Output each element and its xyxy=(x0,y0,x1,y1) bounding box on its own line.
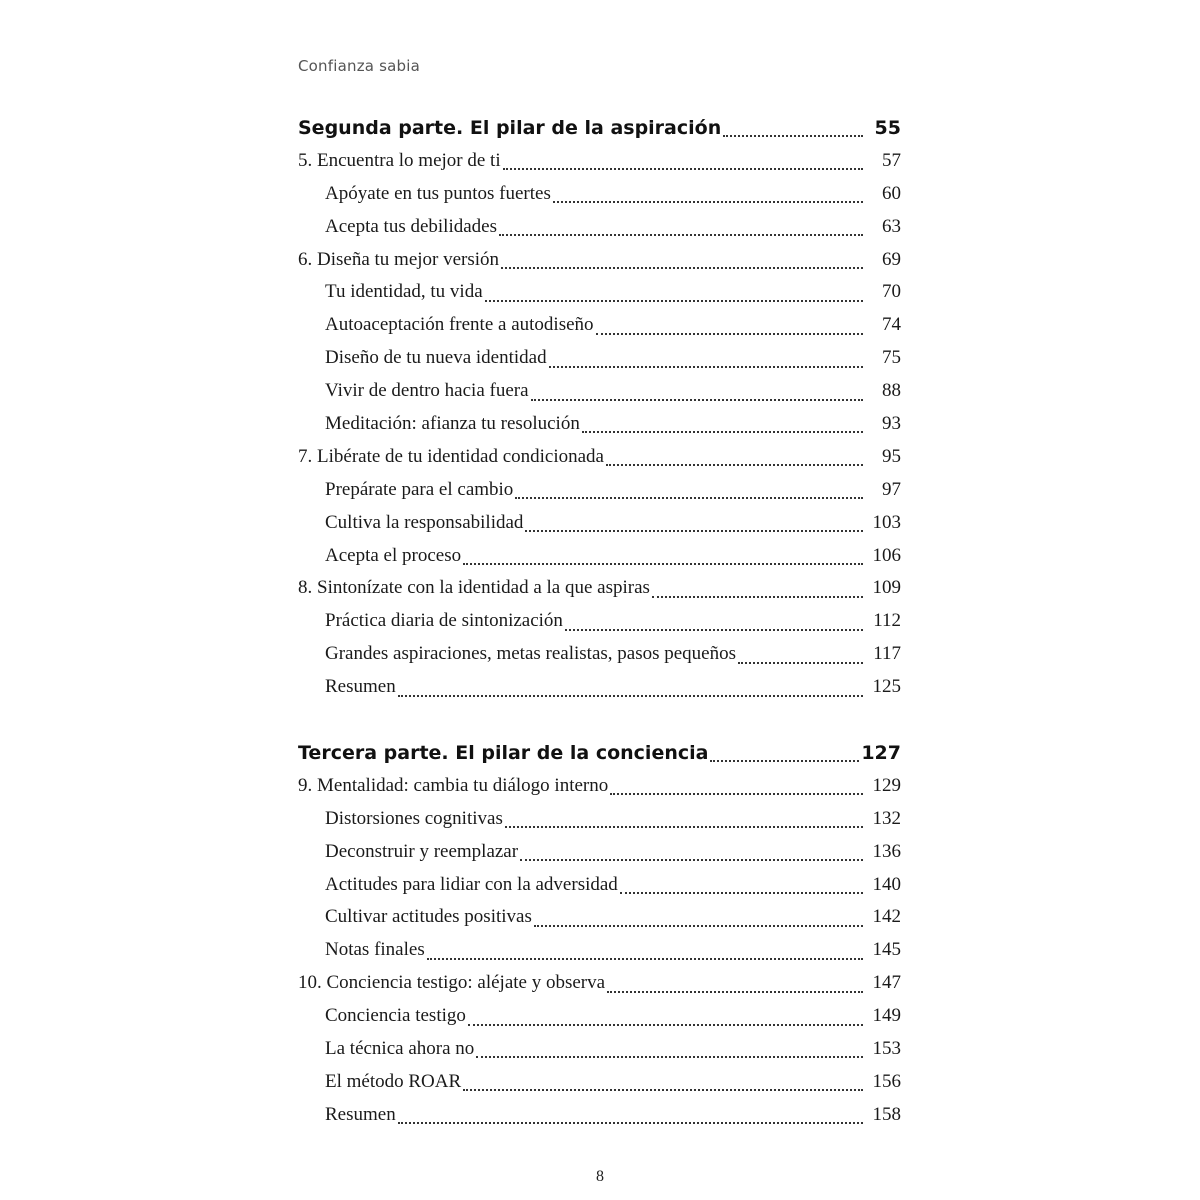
toc-entry-title: Acepta el proceso xyxy=(325,544,462,566)
dot-leader xyxy=(596,333,863,335)
dot-leader xyxy=(463,1089,863,1091)
toc-section-entry xyxy=(298,901,901,934)
toc-section-entry xyxy=(298,638,901,671)
toc-entry-page: 127 xyxy=(861,742,901,764)
dot-leader xyxy=(531,399,863,401)
toc-entry-title: 10. Conciencia testigo: aléjate y observa xyxy=(298,972,606,994)
toc-section-entry xyxy=(298,276,901,309)
dot-leader xyxy=(499,234,863,236)
toc-section-entry xyxy=(298,1099,901,1132)
dot-leader xyxy=(525,530,863,532)
dot-leader xyxy=(582,431,863,433)
toc-entry-title: Cultivar actitudes positivas xyxy=(325,906,532,928)
toc-entry-title: Actitudes para lidiar con la adversidad xyxy=(325,873,618,895)
toc-entry-title: La técnica ahora no xyxy=(325,1038,475,1060)
running-header: Confianza sabia xyxy=(298,57,421,75)
toc-entry-page: 55 xyxy=(874,117,901,139)
toc-entry-page: 95 xyxy=(882,445,901,467)
toc-entry-title: Cultiva la responsabilidad xyxy=(325,511,524,533)
dot-leader xyxy=(534,925,863,927)
dot-leader xyxy=(485,300,863,302)
toc-section-entry xyxy=(298,342,901,375)
toc-entry-title: Autoaceptación frente a autodiseño xyxy=(325,314,594,336)
toc-section-entry xyxy=(298,803,901,836)
toc-entry-title: Meditación: afianza tu resolución xyxy=(325,413,580,435)
toc-entry-title: Tercera parte. El pilar de la conciencia xyxy=(298,742,709,764)
toc-entry-page: 145 xyxy=(872,939,901,961)
toc-entry-title: Grandes aspiraciones, metas realistas, pasos pequeños xyxy=(325,643,737,665)
toc-entry-title: 6. Diseña tu mejor versión xyxy=(298,248,500,270)
dot-leader xyxy=(610,793,863,795)
toc-entry-page: 136 xyxy=(872,840,901,862)
toc-part-two xyxy=(298,112,901,704)
toc-entry-page: 153 xyxy=(872,1038,901,1060)
toc-entry-page: 140 xyxy=(872,873,901,895)
toc-entry-title: Diseño de tu nueva identidad xyxy=(325,347,547,369)
toc-entry-page: 109 xyxy=(872,577,901,599)
toc-entry-title: Prepárate para el cambio xyxy=(325,478,514,500)
toc-entry-title: 9. Mentalidad: cambia tu diálogo interno xyxy=(298,774,609,796)
toc-entry-page: 74 xyxy=(882,314,901,336)
toc-chapter-entry xyxy=(298,145,901,178)
toc-entry-page: 103 xyxy=(872,511,901,533)
toc-section-entry xyxy=(298,309,901,342)
toc-section-entry xyxy=(298,211,901,244)
toc-entry-page: 75 xyxy=(882,347,901,369)
toc-section-entry xyxy=(298,540,901,573)
toc-entry-page: 93 xyxy=(882,413,901,435)
toc-entry-title: 8. Sintonízate con la identidad a la que aspiras xyxy=(298,577,650,599)
page-number: 8 xyxy=(596,1168,604,1185)
toc-chapter-entry xyxy=(298,244,901,277)
toc-entry-page: 117 xyxy=(873,643,901,665)
dot-leader xyxy=(398,1122,863,1124)
toc-entry-page: 156 xyxy=(872,1070,901,1092)
toc-section-entry xyxy=(298,1033,901,1066)
toc-entry-title: Tu identidad, tu vida xyxy=(325,281,483,303)
toc-section-entry xyxy=(298,375,901,408)
dot-leader xyxy=(620,892,863,894)
toc-entry-title: Distorsiones cognitivas xyxy=(325,807,503,829)
toc-entry-page: 88 xyxy=(882,380,901,402)
toc-entry-page: 69 xyxy=(882,248,901,270)
dot-leader xyxy=(738,662,863,664)
toc-chapter-entry xyxy=(298,572,901,605)
toc-entry-page: 129 xyxy=(872,774,901,796)
toc-entry-page: 63 xyxy=(882,215,901,237)
dot-leader xyxy=(549,366,863,368)
toc-section-entry xyxy=(298,178,901,211)
toc-entry-title: Deconstruir y reemplazar xyxy=(325,840,519,862)
dot-leader xyxy=(398,695,863,697)
toc-entry-title: Acepta tus debilidades xyxy=(325,215,498,237)
toc-chapter-entry xyxy=(298,967,901,1000)
toc-entry-title: Práctica diaria de sintonización xyxy=(325,610,563,632)
toc-entry-page: 147 xyxy=(872,972,901,994)
toc-section-entry xyxy=(298,869,901,902)
dot-leader xyxy=(520,859,863,861)
toc-entry-title: 5. Encuentra lo mejor de ti xyxy=(298,149,501,171)
toc-entry-page: 158 xyxy=(872,1103,901,1125)
toc-entry-page: 149 xyxy=(872,1005,901,1027)
dot-leader xyxy=(723,135,863,137)
toc-entry-title: Resumen xyxy=(325,676,396,698)
dot-leader xyxy=(553,201,863,203)
toc-entry-page: 60 xyxy=(882,182,901,204)
toc-section-entry xyxy=(298,1000,901,1033)
toc-section-entry xyxy=(298,1066,901,1099)
toc-section-entry xyxy=(298,408,901,441)
toc-entry-page: 106 xyxy=(872,544,901,566)
toc-section-entry xyxy=(298,474,901,507)
toc-entry-page: 57 xyxy=(882,149,901,171)
toc-part-heading xyxy=(298,112,901,145)
toc-entry-page: 132 xyxy=(872,807,901,829)
toc-entry-title: Segunda parte. El pilar de la aspiración xyxy=(298,117,722,139)
toc-entry-title: 7. Libérate de tu identidad condicionada xyxy=(298,445,604,467)
toc-chapter-entry xyxy=(298,770,901,803)
toc-section-entry xyxy=(298,605,901,638)
dot-leader xyxy=(503,168,863,170)
toc-entry-title: Conciencia testigo xyxy=(325,1005,466,1027)
toc-section-entry xyxy=(298,507,901,540)
toc-entry-title: Notas finales xyxy=(325,939,425,961)
toc-part-three xyxy=(298,737,901,1132)
toc-entry-title: El método ROAR xyxy=(325,1070,462,1092)
toc-part-heading xyxy=(298,737,901,770)
dot-leader xyxy=(710,760,859,762)
dot-leader xyxy=(652,596,863,598)
dot-leader xyxy=(468,1024,863,1026)
dot-leader xyxy=(476,1056,863,1058)
dot-leader xyxy=(501,267,863,269)
dot-leader xyxy=(515,497,863,499)
toc-chapter-entry xyxy=(298,441,901,474)
toc-entry-page: 125 xyxy=(872,676,901,698)
dot-leader xyxy=(505,826,863,828)
toc-section-entry xyxy=(298,836,901,869)
dot-leader xyxy=(463,563,863,565)
toc-entry-page: 70 xyxy=(882,281,901,303)
dot-leader xyxy=(607,991,863,993)
toc-section-entry xyxy=(298,671,901,704)
toc-entry-page: 97 xyxy=(882,478,901,500)
toc-entry-title: Resumen xyxy=(325,1103,396,1125)
toc-entry-title: Apóyate en tus puntos fuertes xyxy=(325,182,551,204)
toc-section-entry xyxy=(298,934,901,967)
toc-entry-page: 112 xyxy=(873,610,901,632)
dot-leader xyxy=(427,958,863,960)
dot-leader xyxy=(565,629,863,631)
toc-entry-page: 142 xyxy=(872,906,901,928)
dot-leader xyxy=(606,464,863,466)
toc-entry-title: Vivir de dentro hacia fuera xyxy=(325,380,529,402)
